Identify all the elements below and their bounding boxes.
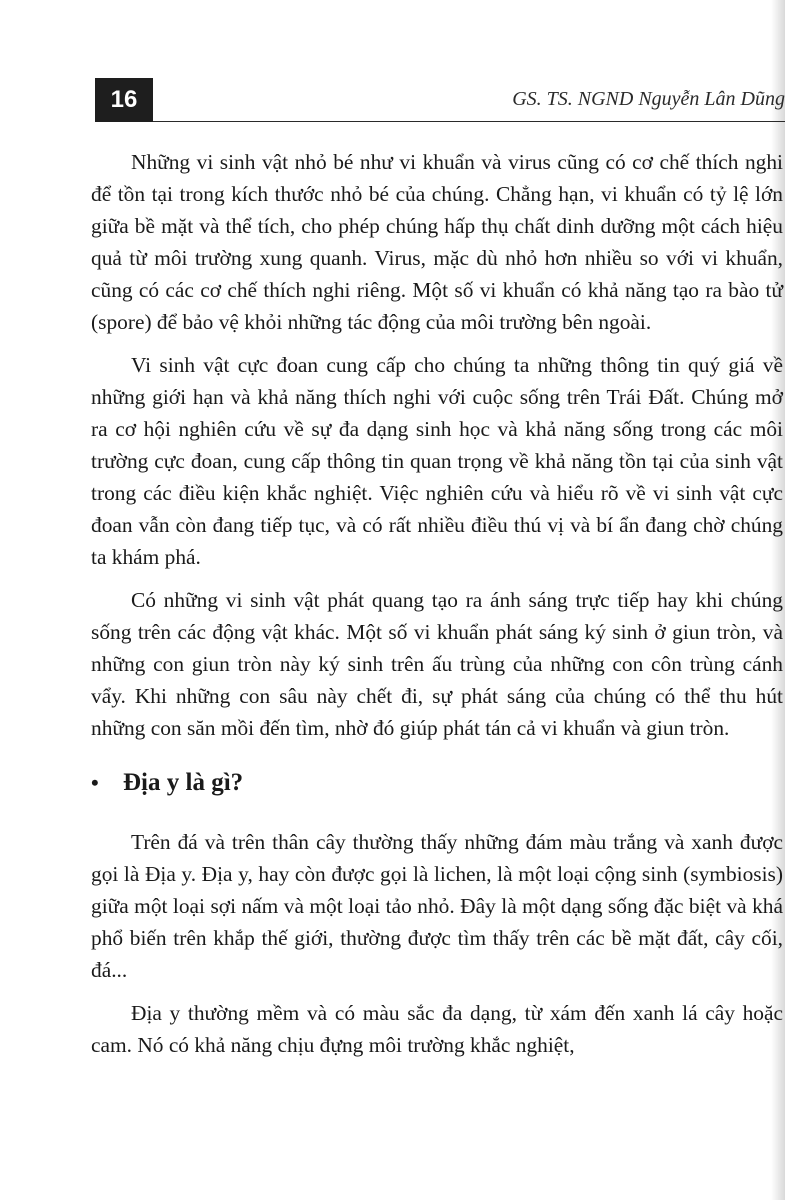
body-paragraph: Những vi sinh vật nhỏ bé như vi khuẩn và virus cũng có cơ chế thích nghi để tồn tại trong kích thước nhỏ bé của chúng. Chẳng hạn, vi khuẩn có tỷ lệ lớn giữa bề mặt và thể tích, cho phép chúng hấp thụ chất dinh dưỡng một cách hiệu quả từ môi trường xung quanh. Virus, mặc dù nhỏ hơn nhiều so với vi khuẩn, cũng có các cơ chế thích nghi riêng. Một số vi khuẩn có khả năng tạo ra bào tử (spore) để bảo vệ khỏi những tác động của môi trường bên ngoài. — [91, 150, 783, 334]
page-header — [95, 78, 785, 122]
section-heading — [91, 767, 783, 799]
body-paragraph: Có những vi sinh vật phát quang tạo ra ánh sáng trực tiếp hay khi chúng sống trên các động vật khác. Một số vi khuẩn phát sáng ký sinh ở giun tròn, và những con giun tròn này ký sinh trên ấu trùng của những con côn trùng cánh vẩy. Khi những con sâu này chết đi, sự phát sáng của chúng có thể thu hút những con săn mồi đến tìm, nhờ đó giúp phát tán cả vi khuẩn và giun tròn. — [91, 588, 783, 740]
page-number: 16 — [95, 78, 153, 122]
header-rule — [153, 121, 785, 123]
body-paragraph: Trên đá và trên thân cây thường thấy những đám màu trắng và xanh được gọi là Địa y. Địa y, hay còn được gọi là lichen, là một loại cộng sinh (symbiosis) giữa một loại sợi nấm và một loại tảo nhỏ. Đây là một dạng sống đặc biệt và khá phổ biến trên khắp thế giới, thường được tìm thấy trên các bề mặt đất, cây cối, đá... — [91, 830, 783, 982]
body-paragraph: Địa y thường mềm và có màu sắc đa dạng, từ xám đến xanh lá cây hoặc cam. Nó có khả năng chịu đựng môi trường khắc nghiệt, — [91, 1001, 783, 1057]
section-heading-text: Địa y là gì? — [123, 769, 244, 796]
bullet-icon: • — [91, 770, 99, 795]
running-head-author: GS. TS. NGND Nguyễn Lân Dũng — [512, 88, 785, 110]
body-paragraph: Vi sinh vật cực đoan cung cấp cho chúng ta những thông tin quý giá về những giới hạn và khả năng thích nghi với cuộc sống trên Trái Đất. Chúng mở ra cơ hội nghiên cứu về sự đa dạng sinh học và khả năng sống trong các môi trường cực đoan, cung cấp thông tin quan trọng về khả năng tồn tại của sinh vật trong các điều kiện khắc nghiệt. Việc nghiên cứu và hiểu rõ về vi sinh vật cực đoan vẫn còn đang tiếp tục, và có rất nhiều điều thú vị và bí ẩn đang chờ chúng ta khám phá. — [91, 353, 783, 569]
page-body — [91, 146, 783, 1072]
